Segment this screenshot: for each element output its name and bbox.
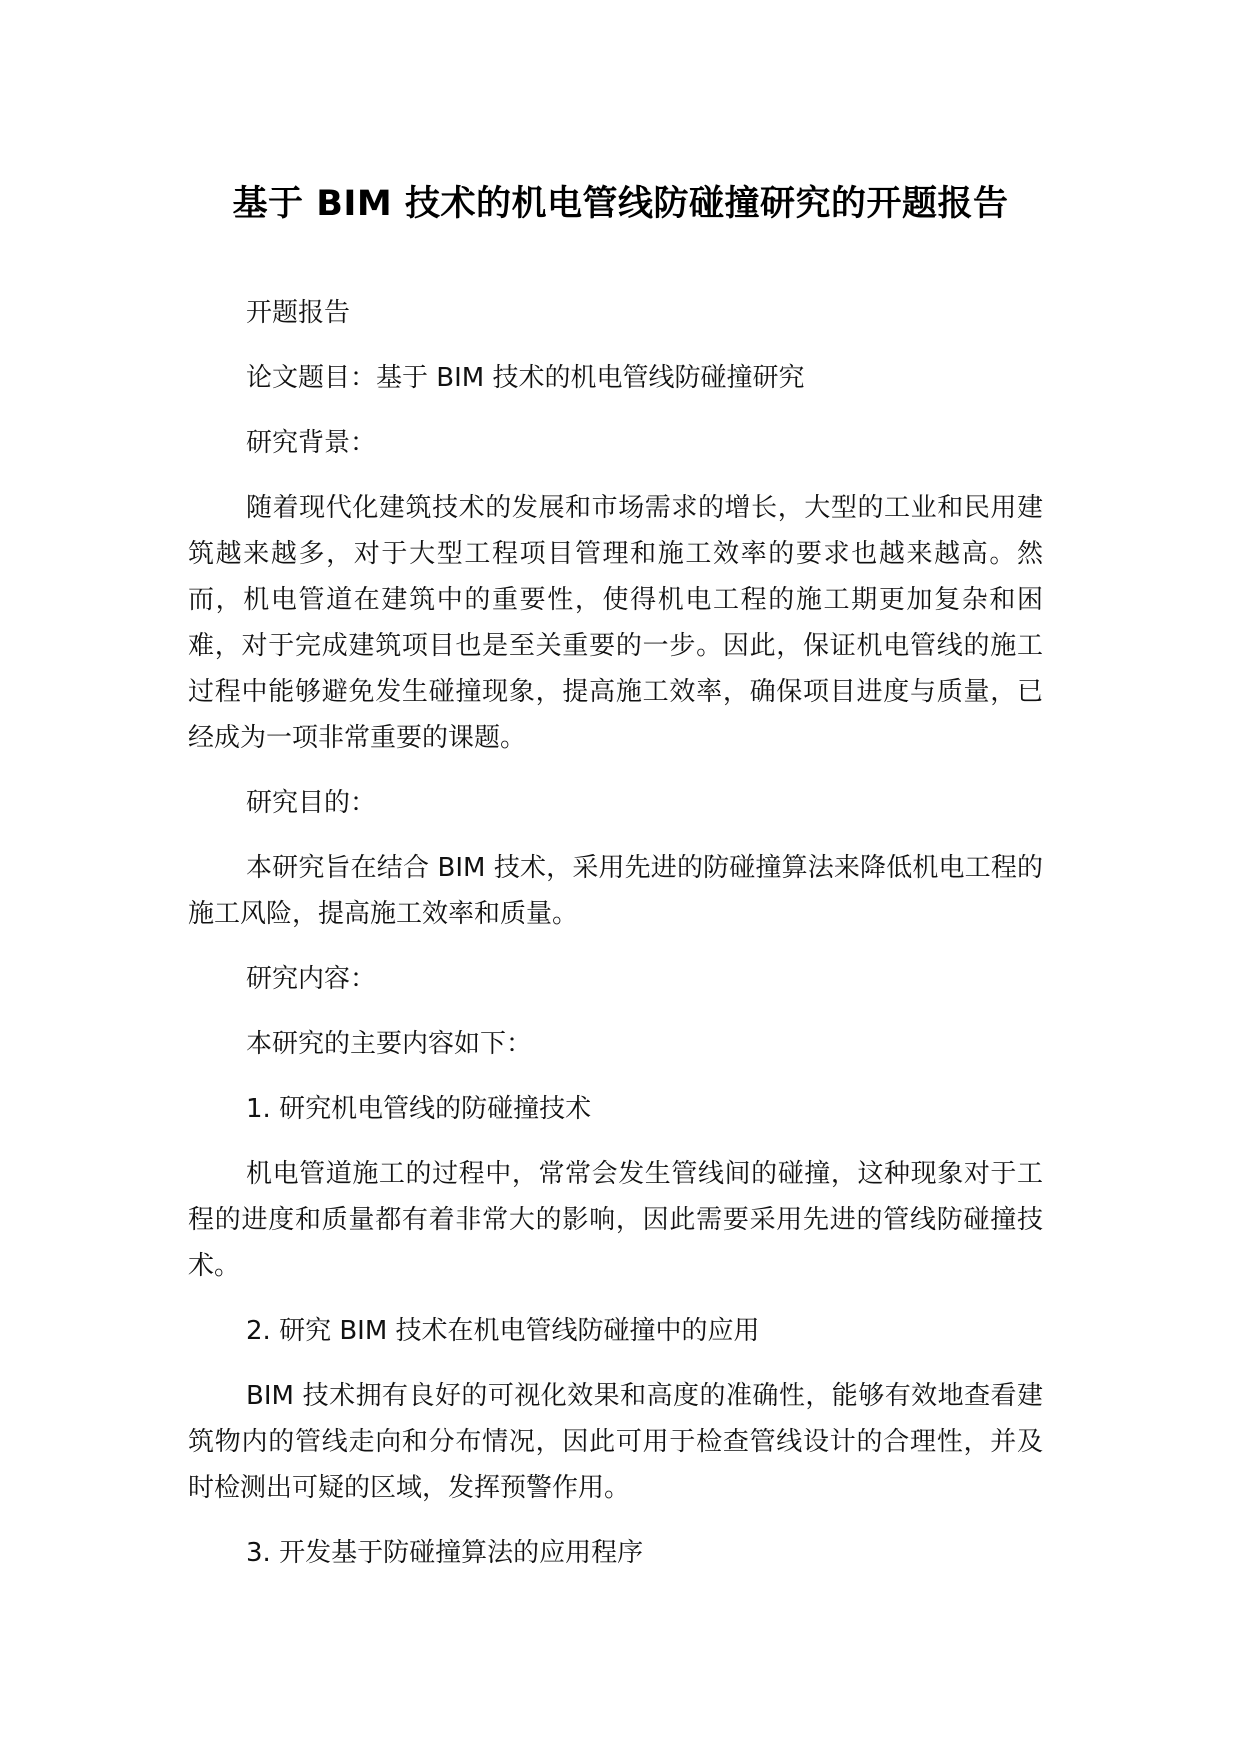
item-2-paragraph: BIM 技术拥有良好的可视化效果和高度的准确性，能够有效地查看建筑物内的管线走向和分布情况，因此可用于检查管线设计的合理性，并及时检测出可疑的区域，发挥预警作用。 xyxy=(188,1381,1043,1503)
item-1-title: 1. 研究机电管线的防碰撞技术 xyxy=(246,1094,592,1124)
document-title: 基于 BIM 技术的机电管线防碰撞研究的开题报告 xyxy=(232,184,1009,224)
purpose-paragraph: 本研究旨在结合 BIM 技术，采用先进的防碰撞算法来降低机电工程的施工风险，提高施工效率和质量。 xyxy=(188,853,1043,929)
background-label: 研究背景： xyxy=(246,428,377,458)
document-body xyxy=(188,290,1043,1595)
item-2-title: 2. 研究 BIM 技术在机电管线防碰撞中的应用 xyxy=(246,1316,760,1346)
content-label: 研究内容： xyxy=(246,964,377,994)
purpose-label: 研究目的： xyxy=(246,788,377,818)
thesis-title-line: 论文题目：基于 BIM 技术的机电管线防碰撞研究 xyxy=(246,363,805,393)
background-paragraph: 随着现代化建筑技术的发展和市场需求的增长，大型的工业和民用建筑越来越多，对于大型工程项目管理和施工效率的要求也越来越高。然而，机电管道在建筑中的重要性，使得机电工程的施工期更加复杂和困难，对于完成建筑项目也是至关重要的一步。因此，保证机电管线的施工过程中能够避免发生碰撞现象，提高施工效率，确保项目进度与质量，已经成为一项非常重要的课题。 xyxy=(188,493,1043,753)
item-1-paragraph: 机电管道施工的过程中，常常会发生管线间的碰撞，这种现象对于工程的进度和质量都有着非常大的影响，因此需要采用先进的管线防碰撞技术。 xyxy=(188,1159,1043,1281)
item-3-title: 3. 开发基于防碰撞算法的应用程序 xyxy=(246,1538,644,1568)
content-intro: 本研究的主要内容如下： xyxy=(246,1029,533,1059)
report-heading: 开题报告 xyxy=(246,298,351,328)
